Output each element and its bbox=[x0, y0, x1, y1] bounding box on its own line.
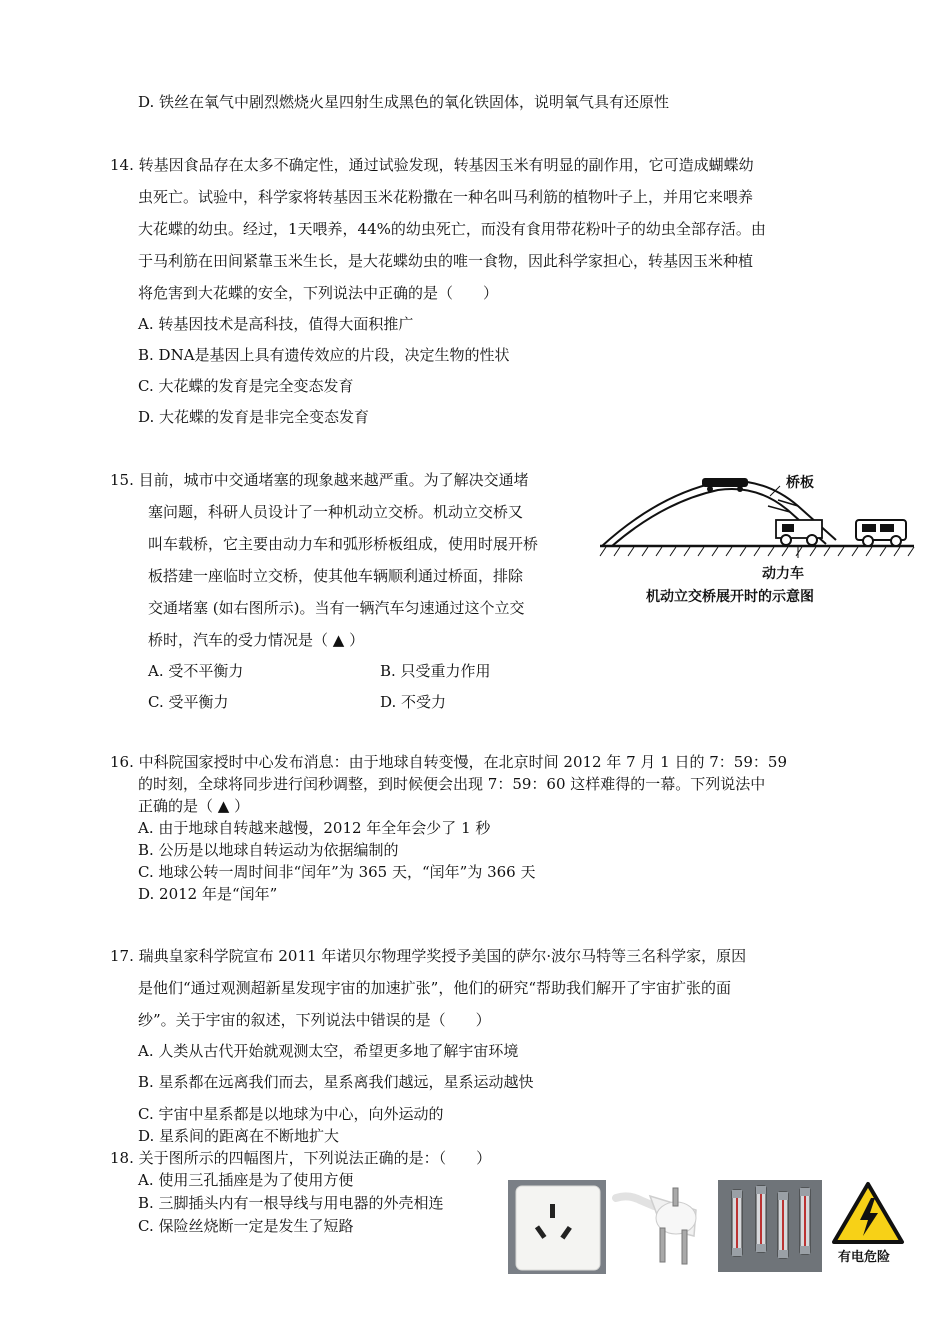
q15-option-d: D. 不受力 bbox=[380, 693, 447, 711]
q16-line-3: 正确的是（ ▲ ） bbox=[138, 797, 250, 815]
q17-option-c: C. 宇宙中星系都是以地球为中心，向外运动的 bbox=[138, 1105, 444, 1123]
q14-option-c: C. 大花蝶的发育是完全变态发育 bbox=[138, 377, 354, 395]
q15-option-b: B. 只受重力作用 bbox=[380, 662, 491, 680]
q17-option-b: B. 星系都在远离我们而去，星系离我们越远，星系运动越快 bbox=[138, 1073, 534, 1091]
q16-option-a: A. 由于地球自转越来越慢，2012 年全年会少了 1 秒 bbox=[138, 819, 491, 837]
q14-line-2: 虫死亡。试验中，科学家将转基因玉米花粉撒在一种名叫马利筋的植物叶子上，并用它来喂养 bbox=[138, 188, 754, 206]
q16-option-d: D. 2012 年是“闰年” bbox=[138, 885, 278, 903]
label-power-truck: 动力车 bbox=[762, 566, 804, 582]
q14-line-4: 于马利筋在田间紧靠玉米生长，是大花蝶幼虫的唯一食物，因此科学家担心，转基因玉米种植 bbox=[138, 252, 754, 270]
fuse-icon bbox=[718, 1180, 822, 1272]
q14-option-a: A. 转基因技术是高科技，值得大面积推广 bbox=[138, 315, 414, 333]
q14-line-1: 14. 转基因食品存在太多不确定性，通过试验发现，转基因玉米有明显的副作用，它可造成蝴蝶幼 bbox=[110, 156, 754, 174]
q14-line-5: 将危害到大花蝶的安全，下列说法中正确的是（ ） bbox=[138, 284, 499, 302]
q14-option-d: D. 大花蝶的发育是非完全变态发育 bbox=[138, 408, 370, 426]
figure-caption: 机动立交桥展开时的示意图 bbox=[646, 589, 814, 605]
q18-option-b: B. 三脚插头内有一根导线与用电器的外壳相连 bbox=[138, 1194, 444, 1212]
q16-line-2: 的时刻，全球将同步进行闰秒调整，到时候便会出现 7：59：60 这样难得的一幕。下列说法中 bbox=[138, 775, 766, 793]
q15-line-1: 15. 目前，城市中交通堵塞的现象越来越严重。为了解决交通堵 bbox=[110, 471, 529, 489]
overpass-figure bbox=[598, 470, 918, 560]
q15-line-2: 塞问题，科研人员设计了一种机动立交桥。机动立交桥又 bbox=[148, 503, 524, 521]
q17-option-a: A. 人类从古代开始就观测太空，希望更多地了解宇宙环境 bbox=[138, 1042, 519, 1060]
q18-option-c: C. 保险丝烧断一定是发生了短路 bbox=[138, 1217, 354, 1235]
label-bridge-plate: 桥板 bbox=[786, 475, 814, 491]
q14-line-3: 大花蝶的幼虫。经过，1天喂养，44%的幼虫死亡，而没有食用带花粉叶子的幼虫全部存活。由 bbox=[138, 220, 766, 238]
q16-option-b: B. 公历是以地球自转运动为依据编制的 bbox=[138, 841, 399, 859]
q18-line-1: 18. 关于图所示的四幅图片，下列说法正确的是：（ ） bbox=[110, 1149, 492, 1167]
q16-option-c: C. 地球公转一周时间非“闰年”为 365 天，“闰年”为 366 天 bbox=[138, 863, 536, 881]
q16-line-1: 16. 中科院国家授时中心发布消息：由于地球自转变慢，在北京时间 2012 年 7 月 1 日的 7：59：59 bbox=[110, 753, 787, 771]
q18-option-a: A. 使用三孔插座是为了使用方便 bbox=[138, 1171, 354, 1189]
q15-option-a: A. 受不平衡力 bbox=[148, 662, 244, 680]
q17-line-1: 17. 瑞典皇家科学院宣布 2011 年诺贝尔物理学奖授予美国的萨尔·波尔马特等三名科学家，原因 bbox=[110, 947, 747, 965]
plug-icon bbox=[610, 1176, 714, 1276]
q15-line-6: 桥时，汽车的受力情况是（ ▲ ） bbox=[148, 631, 365, 649]
q15-line-5: 交通堵塞 (如右图所示)。当有一辆汽车匀速通过这个立交 bbox=[148, 599, 525, 617]
q15-line-4: 板搭建一座临时立交桥，使其他车辆顺利通过桥面，排除 bbox=[148, 567, 524, 585]
warning-label: 有电危险 bbox=[838, 1250, 891, 1265]
q17-option-d: D. 星系间的距离在不断地扩大 bbox=[138, 1127, 340, 1145]
q15-option-c: C. 受平衡力 bbox=[148, 693, 229, 711]
q15-line-3: 叫车载桥，它主要由动力车和弧形桥板组成，使用时展开桥 bbox=[148, 535, 539, 553]
q14-option-b: B. DNA是基因上具有遗传效应的片段，决定生物的性状 bbox=[138, 346, 510, 364]
warning-icon bbox=[830, 1180, 906, 1246]
q17-line-3: 纱”。关于宇宙的叙述，下列说法中错误的是（ ） bbox=[138, 1011, 491, 1029]
q13-option-d: D. 铁丝在氧气中剧烈燃烧火星四射生成黑色的氧化铁固体，说明氧气具有还原性 bbox=[138, 93, 670, 111]
socket-icon bbox=[508, 1180, 606, 1274]
q17-line-2: 是他们“通过观测超新星发现宇宙的加速扩张”，他们的研究“帮助我们解开了宇宙扩张的面 bbox=[138, 979, 732, 997]
